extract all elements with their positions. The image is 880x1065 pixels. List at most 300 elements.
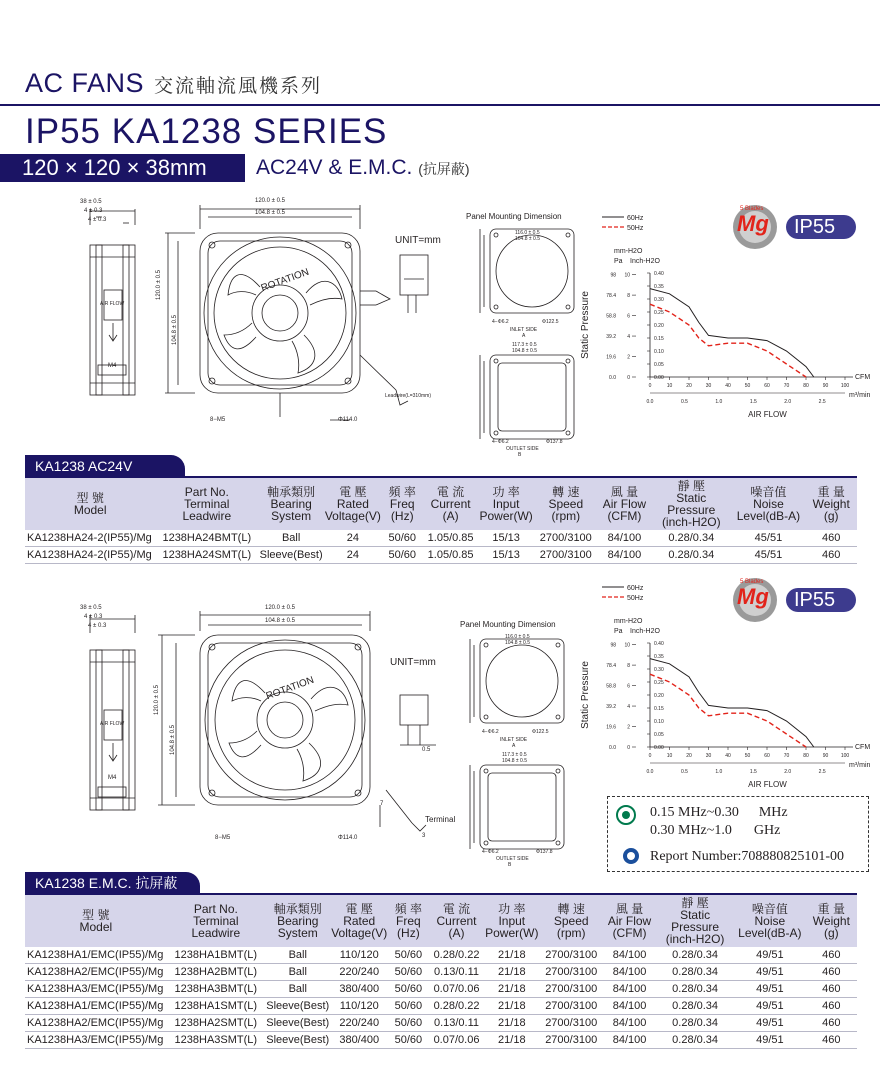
x-m3-tick-label: 2.0 — [784, 399, 792, 405]
col-bearing-l1: 軸承類別 — [273, 902, 322, 916]
col-speed-l3: (rpm) — [556, 926, 586, 940]
col-airflow-l3: (CFM) — [612, 926, 647, 940]
table-cell: 15/13 — [478, 530, 534, 547]
col-model — [25, 895, 167, 947]
col-current-l2: Current — [436, 914, 477, 928]
table-cell: 50/60 — [382, 530, 423, 547]
col-part-l1: Part No. — [184, 485, 229, 499]
dim-05-label: 0.5 — [422, 747, 431, 753]
col-freq — [382, 478, 423, 530]
col-noise-l1: 噪音值 — [750, 485, 787, 499]
y-mm-tick-label: 6 — [627, 313, 630, 320]
emc-cert-icon — [614, 805, 638, 825]
x-m3-tick-label: 1.5 — [749, 769, 757, 775]
x-cfm-tick-label: 0 — [648, 383, 652, 389]
col-input — [484, 895, 539, 947]
series-line-50hz — [650, 674, 806, 747]
y-mm-tick-label: 4 — [627, 704, 630, 711]
col-part-l2: Terminal — [193, 914, 239, 928]
y-pa-tick-label: 0.0 — [609, 745, 616, 751]
y-pa-tick-label: 19.6 — [606, 724, 616, 731]
x-axis-title: AIR FLOW — [748, 410, 787, 419]
table-cell: 1238HA24BMT(L) — [155, 530, 258, 547]
x-unit-m3: m³/min — [849, 392, 871, 399]
inlet-side-label-2: INLET SIDE — [500, 737, 528, 743]
phi1378-label-2: Φ137.8 — [536, 849, 553, 855]
x-m3-tick-label: 2.0 — [784, 769, 792, 775]
y-mm-tick-label: 10 — [624, 642, 630, 649]
ip55-text: IP55 — [794, 216, 836, 238]
brand-title-cn: 交流軸流風機系列 — [154, 76, 323, 97]
y-mm-tick-label: 10 — [624, 272, 630, 279]
dim-38: 38 ± 0.5 — [80, 199, 102, 205]
table-row — [25, 547, 857, 564]
table-row — [25, 1015, 857, 1032]
table-cell: 49/51 — [734, 1032, 806, 1049]
rotation-label: ROTATION — [259, 266, 311, 295]
col-freq-l2: Freq — [396, 914, 421, 928]
dim-4b: 4 ± 0.3 — [88, 217, 107, 223]
panel-dim-104-2: 104.8 ± 0.5 — [505, 640, 530, 646]
table-cell: 0.28/0.34 — [656, 1015, 734, 1032]
table-cell: 0.07/0.06 — [429, 981, 484, 998]
y-pa-tick-label: 58.8 — [606, 313, 616, 320]
ip55-text-2: IP55 — [794, 589, 836, 611]
table-cell: KA1238HA3/EMC(IP55)/Mg — [25, 981, 167, 998]
panel-dim-104-b-2: 104.8 ± 0.5 — [502, 758, 527, 764]
col-airflow-l3: (CFM) — [607, 509, 642, 523]
col-current-l2: Current — [430, 497, 471, 511]
table-body-ac24v — [25, 530, 857, 564]
title-rule — [0, 104, 880, 106]
col-speed-l2: Speed — [548, 497, 584, 511]
table-cell: KA1238HA24-2(IP55)/Mg — [25, 530, 155, 547]
table-cell: 1238HA2BMT(L) — [167, 964, 265, 981]
y-unit-inch: Inch-H2O — [630, 628, 660, 635]
table-cell: 2700/3100 — [539, 964, 602, 981]
dim-3-label: 3 — [422, 833, 426, 839]
x-cfm-tick-label: 0 — [648, 753, 652, 759]
series-line-60hz — [650, 289, 814, 377]
y-inch-tick-label: 0.10 — [654, 719, 664, 725]
table-cell: 2700/3100 — [539, 981, 602, 998]
col-airflow-l2: Air Flow — [602, 497, 647, 511]
col-rated-l3: Voltage(V) — [331, 926, 388, 940]
table-cell: 110/120 — [331, 947, 388, 964]
table-cell: 2700/3100 — [539, 1015, 602, 1032]
col-input-l1: 功 率 — [498, 902, 526, 916]
m5-label: 8−M5 — [210, 417, 226, 423]
dim-38-2: 38 ± 0.5 — [80, 605, 102, 611]
phi1378-label: Φ137.8 — [546, 439, 563, 445]
col-airflow-l1: 風 量 — [610, 485, 639, 499]
legend-60hz-label: 60Hz — [627, 585, 644, 592]
col-weight-l3: (g) — [824, 926, 839, 940]
col-bearing-l3: System — [271, 509, 312, 523]
y-pa-tick-label: 39.2 — [606, 334, 616, 341]
col-current-l3: (A) — [442, 509, 459, 523]
col-airflow-l1: 風 量 — [615, 902, 644, 916]
legend-50hz-label: 50Hz — [627, 225, 644, 232]
x-cfm-tick-label: 80 — [803, 383, 809, 389]
table-cell: 45/51 — [731, 547, 805, 564]
x-cfm-tick-label: 20 — [686, 753, 692, 759]
col-bearing-l2: Bearing — [277, 914, 319, 928]
table-cell: 84/100 — [603, 947, 656, 964]
table-cell: 2700/3100 — [539, 998, 602, 1015]
table-row — [25, 530, 857, 547]
dimension-drawing-svg-1 — [60, 195, 580, 460]
x-cfm-tick-label: 80 — [803, 753, 809, 759]
col-weight-l2: Weight — [812, 497, 850, 511]
table-cell: 110/120 — [331, 998, 388, 1015]
table-cell: KA1238HA3/EMC(IP55)/Mg — [25, 1032, 167, 1049]
col-part-l3: Leadwire — [182, 509, 232, 523]
dim-120-v: 120.0 ± 0.5 — [156, 270, 162, 300]
table-cell: 84/100 — [603, 998, 656, 1015]
voltage-text: AC24V & E.M.C. — [256, 156, 413, 179]
col-speed-l1: 轉 速 — [552, 485, 580, 499]
col-static-l1: 靜 壓 — [677, 479, 705, 493]
x-cfm-tick-label: 20 — [686, 383, 692, 389]
y-axis-title: Static Pressure — [580, 291, 591, 359]
y-inch-tick-label: 0.00 — [654, 375, 664, 381]
y-pa-tick-label: 98 — [610, 272, 616, 279]
table-cell: 84/100 — [603, 964, 656, 981]
table-cell: 1238HA2SMT(L) — [167, 1015, 265, 1032]
emc-range-2-value: 0.30 MHz~1.0 — [650, 823, 732, 838]
dim-120: 120.0 ± 0.5 — [255, 198, 285, 204]
table-row — [25, 998, 857, 1015]
col-airflow-l2: Air Flow — [607, 914, 652, 928]
table-cell: 24 — [324, 547, 382, 564]
table-cell: 50/60 — [388, 947, 429, 964]
y-unit-inch: Inch-H2O — [630, 258, 660, 265]
table-cell: 21/18 — [484, 1015, 539, 1032]
y-inch-tick-label: 0.40 — [654, 641, 664, 647]
table-body-emc — [25, 947, 857, 1049]
table-cell: KA1238HA1/EMC(IP55)/Mg — [25, 998, 167, 1015]
table-cell: 380/400 — [331, 981, 388, 998]
col-speed — [534, 478, 598, 530]
panel-mounting-title: Panel Mounting Dimension — [466, 212, 562, 221]
table-cell: 0.28/0.34 — [656, 1032, 734, 1049]
table-cell: 380/400 — [331, 1032, 388, 1049]
col-noise-l2: Noise — [753, 497, 784, 511]
table-cell: 0.28/0.34 — [651, 547, 731, 564]
x-m3-tick-label: 1.5 — [749, 399, 757, 405]
table-cell: 460 — [805, 547, 857, 564]
leadwire-label: Leadwire(L=310mm) — [385, 393, 431, 399]
inlet-side-label: INLET SIDE — [510, 327, 538, 333]
table-cell: 0.07/0.06 — [429, 1032, 484, 1049]
dim-4a: 4 ± 0.3 — [84, 208, 103, 214]
phi114-label: Φ114.0 — [338, 417, 358, 423]
series-line-50hz — [650, 304, 806, 377]
x-cfm-tick-label: 60 — [764, 753, 770, 759]
x-unit-cfm: CFM — [855, 744, 871, 751]
mg-small-text-2: 5 Blades — [740, 579, 764, 585]
x-cfm-tick-label: 70 — [783, 383, 790, 389]
table-row — [25, 964, 857, 981]
panel-dim-104: 104.8 ± 0.5 — [515, 236, 540, 242]
mg-text-2: Mg — [737, 584, 769, 609]
table-cell: 2700/3100 — [539, 1032, 602, 1049]
col-freq-l2: Freq — [389, 497, 415, 511]
col-bearing — [265, 895, 331, 947]
col-static — [656, 895, 734, 947]
x-cfm-tick-label: 70 — [783, 753, 790, 759]
y-inch-tick-label: 0.30 — [654, 667, 664, 673]
col-input-l2: Input — [498, 914, 526, 928]
col-speed — [539, 895, 602, 947]
mg-ip55-badge-2 — [730, 575, 860, 625]
col-noise-l3: Level(dB-A) — [736, 509, 801, 523]
table-cell: 1238HA3SMT(L) — [167, 1032, 265, 1049]
panel-dim-116: 116.0 ± 0.5 — [515, 230, 540, 236]
brand-heading — [25, 68, 322, 99]
table-cell: 84/100 — [598, 547, 651, 564]
x-m3-tick-label: 2.5 — [818, 399, 826, 405]
phi1225-label-2: Φ122.5 — [532, 729, 549, 735]
table-cell: 84/100 — [603, 1015, 656, 1032]
col-freq — [388, 895, 429, 947]
table-cell: 50/60 — [388, 1015, 429, 1032]
mg-small-text: 5 Blades — [740, 206, 764, 212]
table-cell: 45/51 — [731, 530, 805, 547]
size-text: 120 × 120 × 38mm — [22, 155, 207, 180]
table-cell: 1.05/0.85 — [423, 530, 479, 547]
col-model-cn: 型 號 — [82, 908, 110, 922]
spec-table-emc — [25, 895, 857, 1049]
table-header-row — [25, 895, 857, 947]
table-cell: 1238HA1SMT(L) — [167, 998, 265, 1015]
dimension-drawing-2 — [60, 605, 580, 870]
dim-104-v-2: 104.8 ± 0.5 — [170, 725, 176, 755]
panel-dim-1173: 117.3 ± 0.5 — [512, 342, 537, 348]
table-cell: 220/240 — [331, 964, 388, 981]
col-weight-l3: (g) — [823, 509, 839, 523]
legend-50hz-label: 50Hz — [627, 595, 644, 602]
y-mm-tick-label: 8 — [627, 663, 630, 670]
col-input — [478, 478, 534, 530]
unit-label: UNIT=mm — [395, 235, 441, 246]
y-inch-tick-label: 0.35 — [654, 654, 664, 660]
table-cell: 460 — [806, 1015, 857, 1032]
mg-text: Mg — [737, 211, 769, 236]
x-m3-tick-label: 0.0 — [646, 399, 654, 405]
table-cell: Sleeve(Best) — [265, 998, 331, 1015]
col-noise — [731, 478, 805, 530]
series-line-60hz — [650, 659, 814, 747]
emc-range-2-unit: GHz — [753, 823, 781, 838]
x-cfm-tick-label: 40 — [725, 383, 731, 389]
section-title-emc-en: KA1238 E.M.C. — [35, 875, 132, 891]
dim-120-2: 120.0 ± 0.5 — [265, 605, 295, 611]
y-unit-pa: Pa — [614, 628, 623, 635]
table-cell: 21/18 — [484, 981, 539, 998]
table-cell: 49/51 — [734, 1015, 806, 1032]
x-cfm-tick-label: 10 — [666, 383, 673, 389]
y-mm-tick-label: 8 — [627, 293, 630, 300]
y-mm-tick-label: 2 — [627, 354, 630, 361]
col-noise-l3: Level(dB-A) — [738, 926, 802, 940]
panel-dim-104-b: 104.8 ± 0.5 — [512, 348, 537, 354]
col-part — [155, 478, 258, 530]
y-inch-tick-label: 0.40 — [654, 271, 664, 277]
table-cell: 460 — [806, 1032, 857, 1049]
y-inch-tick-label: 0.25 — [654, 310, 664, 316]
dim-7-label: 7 — [380, 801, 384, 807]
table-cell: 1238HA24SMT(L) — [155, 547, 258, 564]
table-cell: 84/100 — [603, 1032, 656, 1049]
section-title-ac24v: KA1238 AC24V — [25, 455, 185, 478]
col-static-l1: 靜 壓 — [681, 896, 709, 910]
emc-range-2 — [650, 823, 780, 839]
col-rated-l3: Voltage(V) — [324, 509, 381, 523]
x-m3-tick-label: 0.5 — [680, 769, 688, 775]
dim-104: 104.8 ± 0.5 — [255, 210, 285, 216]
col-weight — [806, 895, 857, 947]
x-cfm-tick-label: 100 — [840, 383, 850, 389]
x-m3-tick-label: 1.0 — [715, 399, 723, 405]
section-title-emc-cn: 抗屏蔽 — [135, 875, 178, 891]
col-model-en: Model — [79, 920, 113, 934]
table-cell: 0.28/0.22 — [429, 947, 484, 964]
table-cell: 0.28/0.22 — [429, 998, 484, 1015]
col-part — [167, 895, 265, 947]
col-part-l1: Part No. — [193, 902, 238, 916]
y-pa-tick-label: 78.4 — [606, 663, 616, 670]
table-cell: 84/100 — [603, 981, 656, 998]
col-static-l2: Static Pressure — [671, 908, 720, 934]
table-cell: KA1238HA1/EMC(IP55)/Mg — [25, 947, 167, 964]
panel-mounting-title-2: Panel Mounting Dimension — [460, 620, 556, 629]
y-inch-tick-label: 0.30 — [654, 297, 664, 303]
col-speed-l2: Speed — [553, 914, 589, 928]
col-noise-l1: 噪音值 — [751, 902, 788, 916]
col-weight-l1: 重 量 — [817, 902, 846, 916]
section-title-emc — [25, 872, 200, 895]
col-static-l3: (inch-H2O) — [661, 515, 721, 529]
col-current-l1: 電 流 — [436, 485, 465, 499]
table-cell: 460 — [805, 530, 857, 547]
x-cfm-tick-label: 60 — [764, 383, 770, 389]
table-cell: 460 — [806, 964, 857, 981]
terminal-label: Terminal — [425, 815, 456, 824]
col-speed-l3: (rpm) — [551, 509, 581, 523]
table-cell: 2700/3100 — [534, 547, 598, 564]
dim-104-2: 104.8 ± 0.5 — [265, 618, 295, 624]
outlet-b-label-2: B — [508, 862, 512, 868]
table-cell: 1238HA3BMT(L) — [167, 981, 265, 998]
legend-60hz-label: 60Hz — [627, 215, 644, 222]
col-freq-l3: (Hz) — [390, 509, 414, 523]
y-inch-tick-label: 0.05 — [654, 732, 664, 738]
x-cfm-tick-label: 40 — [725, 753, 731, 759]
dim-4b-2: 4 ± 0.3 — [88, 623, 107, 629]
table-cell: 0.28/0.34 — [656, 998, 734, 1015]
mg-ip55-badge-1 — [730, 202, 860, 252]
voltage-text-cn: (抗屏蔽) — [418, 161, 470, 177]
y-pa-tick-label: 19.6 — [606, 354, 616, 361]
inlet-a-label-2: A — [512, 743, 516, 749]
table-cell: KA1238HA2/EMC(IP55)/Mg — [25, 964, 167, 981]
table-cell: 460 — [806, 981, 857, 998]
spec-table-ac24v — [25, 478, 857, 564]
col-bearing-l3: System — [277, 926, 318, 940]
m4-label: M4 — [108, 363, 117, 369]
table-cell: Sleeve(Best) — [265, 1015, 331, 1032]
col-current-l3: (A) — [448, 926, 465, 940]
table-cell: 220/240 — [331, 1015, 388, 1032]
col-current — [423, 478, 479, 530]
report-number: Report Number:708880825101-00 — [650, 849, 845, 864]
table-cell: 21/18 — [484, 964, 539, 981]
table-cell: 1.05/0.85 — [423, 547, 479, 564]
col-airflow — [603, 895, 656, 947]
col-part-l3: Leadwire — [191, 926, 241, 940]
col-bearing-l1: 軸承類別 — [267, 485, 316, 499]
col-weight — [805, 478, 857, 530]
y-mm-tick-label: 6 — [627, 683, 630, 690]
y-unit-pa: Pa — [614, 258, 623, 265]
phi62-label-2: 4−Φ6.2 — [482, 729, 499, 735]
y-pa-tick-label: 0.0 — [609, 375, 616, 381]
table-cell: 21/18 — [484, 947, 539, 964]
col-airflow — [598, 478, 651, 530]
phi62-label-b: 4−Φ6.2 — [492, 439, 509, 445]
table-cell: Sleeve(Best) — [258, 547, 324, 564]
col-bearing — [258, 478, 324, 530]
x-cfm-tick-label: 90 — [822, 383, 829, 389]
y-mm-tick-label: 0 — [627, 375, 630, 381]
table-cell: 50/60 — [388, 1032, 429, 1049]
emc-range-1-unit: MHz — [758, 805, 788, 820]
x-cfm-tick-label: 100 — [840, 753, 850, 759]
phi1225-label: Φ122.5 — [542, 319, 559, 325]
y-pa-tick-label: 78.4 — [606, 293, 616, 300]
table-cell: Sleeve(Best) — [265, 1032, 331, 1049]
table-cell: 49/51 — [734, 998, 806, 1015]
outlet-side-label-2: OUTLET SIDE — [496, 856, 529, 862]
table-cell: Ball — [265, 964, 331, 981]
panel-dim-116-2: 116.0 ± 0.5 — [505, 634, 530, 640]
y-inch-tick-label: 0.20 — [654, 693, 664, 699]
x-m3-tick-label: 1.0 — [715, 769, 723, 775]
col-model-en: Model — [73, 503, 107, 517]
col-input-l1: 功 率 — [492, 485, 520, 499]
table-cell: Ball — [265, 981, 331, 998]
table-cell: 0.28/0.34 — [656, 964, 734, 981]
y-inch-tick-label: 0.10 — [654, 349, 664, 355]
airflow-label: AIR FLOW — [100, 301, 125, 307]
table-cell: 50/60 — [388, 964, 429, 981]
table-cell: KA1238HA2/EMC(IP55)/Mg — [25, 1015, 167, 1032]
col-weight-l1: 重 量 — [817, 485, 845, 499]
y-pa-tick-label: 39.2 — [606, 704, 616, 711]
col-freq-l1: 頻 率 — [394, 902, 423, 916]
col-static — [651, 478, 731, 530]
col-noise — [734, 895, 806, 947]
col-model-cn: 型 號 — [76, 491, 104, 505]
col-rated — [324, 478, 382, 530]
table-cell: 2700/3100 — [534, 530, 598, 547]
y-inch-tick-label: 0.35 — [654, 284, 664, 290]
col-weight-l2: Weight — [812, 914, 850, 928]
table-cell: 50/60 — [382, 547, 423, 564]
col-bearing-l2: Bearing — [270, 497, 312, 511]
